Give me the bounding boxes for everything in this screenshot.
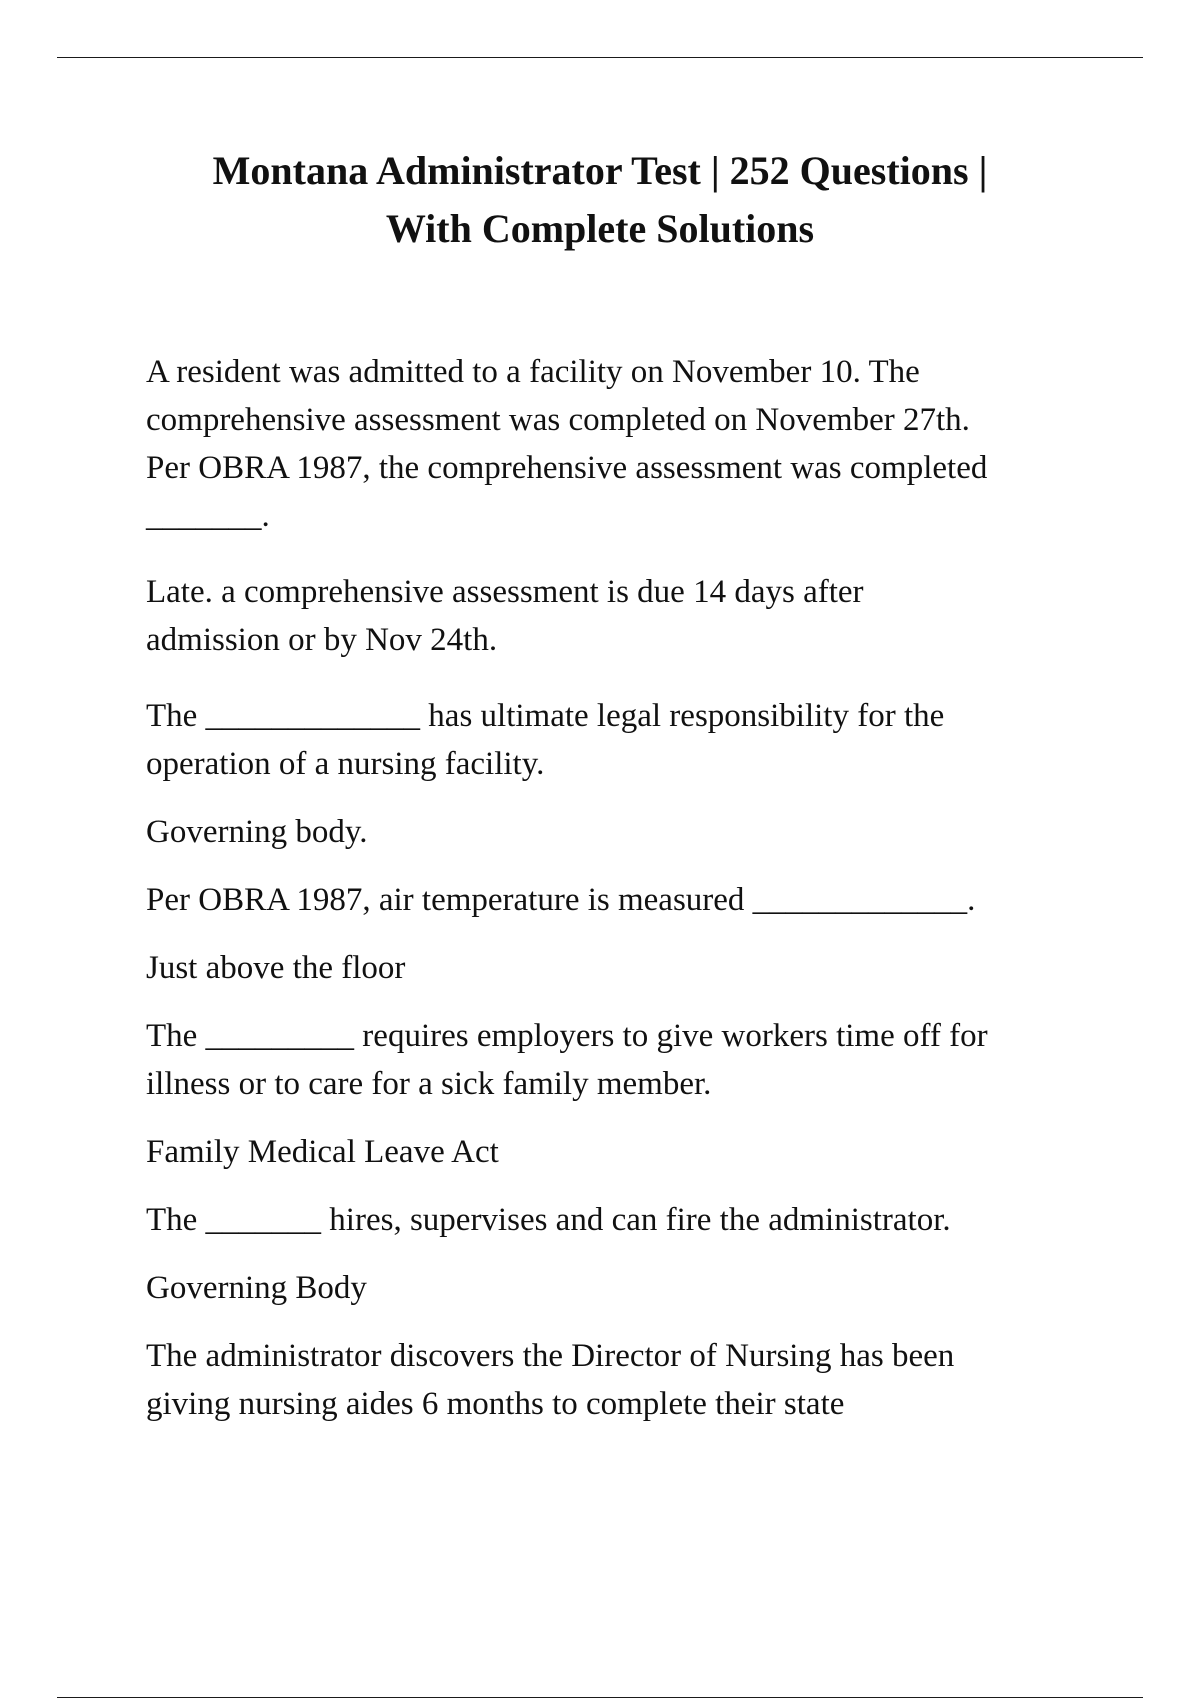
title-line-1: Montana Administrator Test | 252 Questions | <box>212 148 988 193</box>
answer-3: Just above the floor <box>146 950 406 986</box>
question-6: The administrator discovers the Director of Nursing has been giving nursing aides 6 months to complete their state <box>146 1338 955 1422</box>
question-1: A resident was admitted to a facility on November 10. The comprehensive assessment was completed on November 27th. Per OBRA 1987, the comprehensive assessment was completed _______. <box>146 354 988 534</box>
answer-5: Governing Body <box>146 1270 367 1306</box>
document-title <box>150 142 1050 258</box>
document-body <box>146 348 1086 1448</box>
answer-2: Governing body. <box>146 814 368 850</box>
question-5: The _______ hires, supervises and can fire the administrator. <box>146 1202 951 1238</box>
question-4: The _________ requires employers to give workers time off for illness or to care for a sick family member. <box>146 1018 988 1102</box>
answer-1: Late. a comprehensive assessment is due 14 days after admission or by Nov 24th. <box>146 574 864 658</box>
bottom-rule <box>57 1697 1143 1698</box>
title-line-2: With Complete Solutions <box>385 206 815 251</box>
answer-4: Family Medical Leave Act <box>146 1134 499 1170</box>
top-rule <box>57 57 1143 58</box>
question-3: Per OBRA 1987, air temperature is measured _____________. <box>146 882 976 918</box>
question-2: The _____________ has ultimate legal responsibility for the operation of a nursing facility. <box>146 698 945 782</box>
